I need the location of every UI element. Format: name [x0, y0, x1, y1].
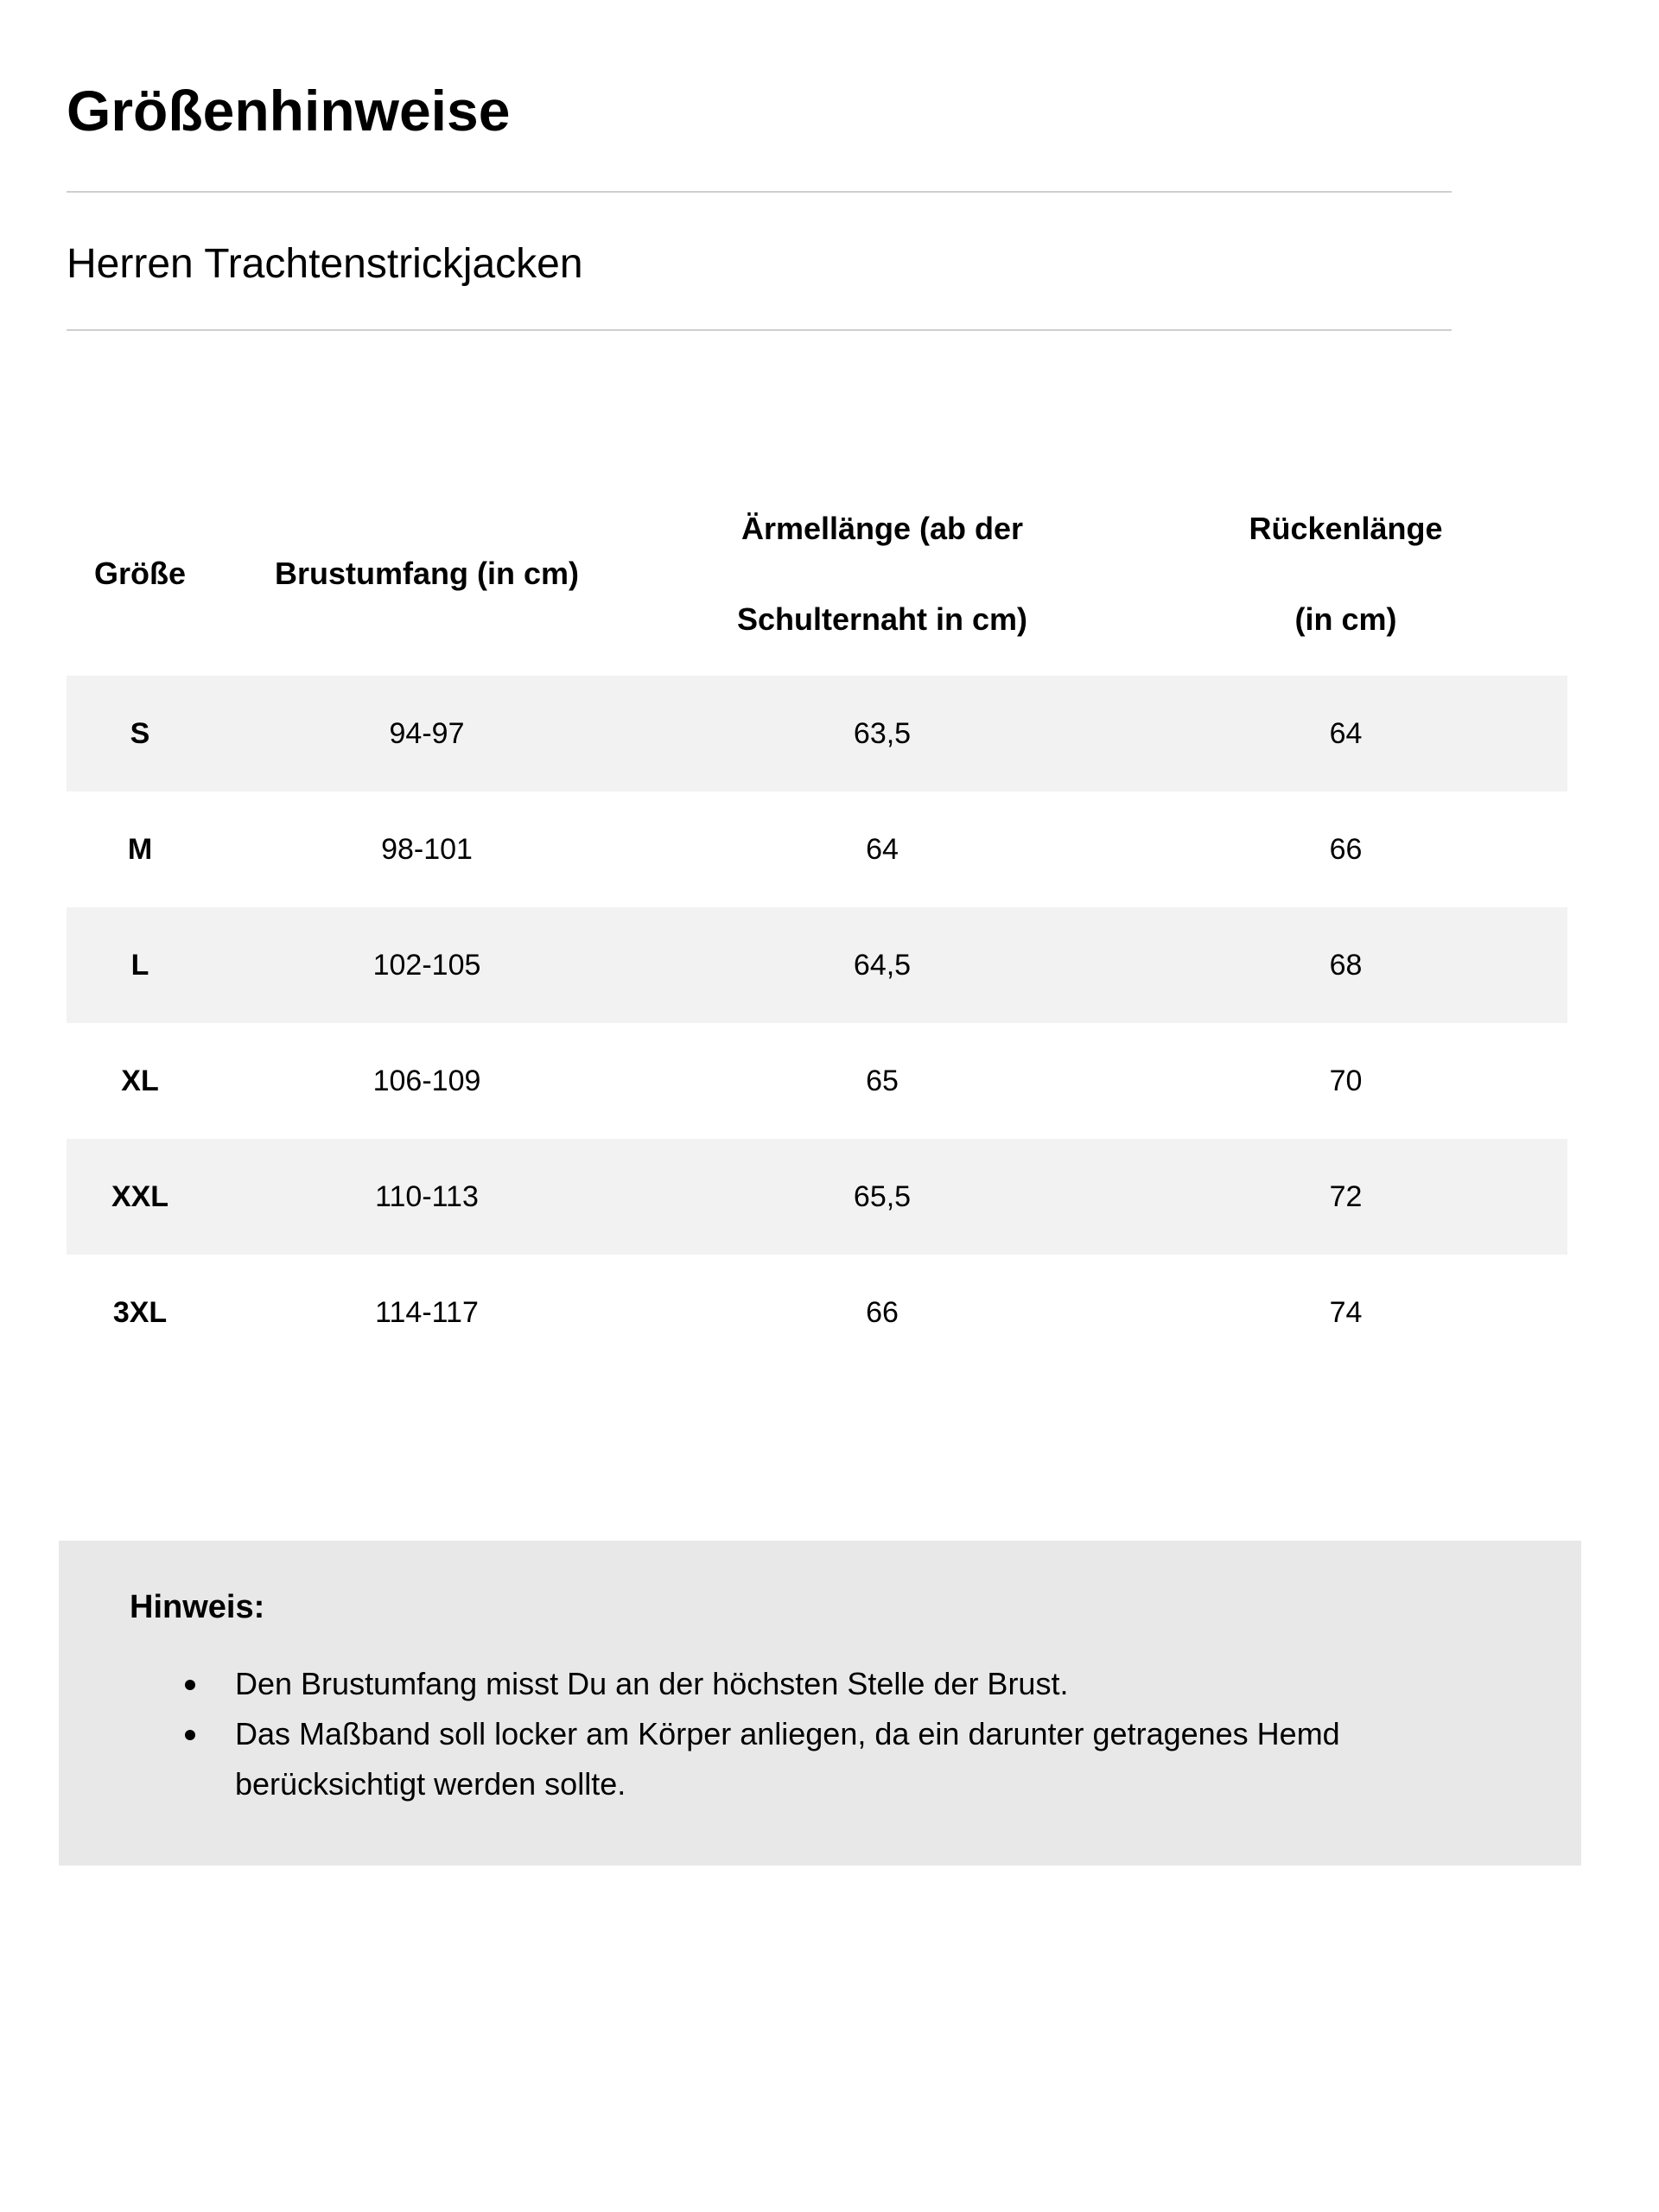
back-cell: 74	[1329, 1295, 1363, 1329]
sleeve-cell: 64,5	[640, 907, 1124, 1023]
divider	[67, 191, 1452, 193]
sleeve-cell: 65,5	[640, 1139, 1124, 1255]
header-back-length: Rückenlänge (in cm)	[1249, 510, 1443, 637]
size-cell: XL	[121, 1064, 159, 1097]
bullet-icon	[185, 1730, 195, 1740]
table-row	[67, 1139, 1567, 1255]
header-chest: Brustumfang (in cm)	[274, 556, 579, 591]
header-sleeve-length: Ärmellänge (ab der Schulternaht in cm)	[736, 510, 1028, 637]
table-row	[67, 1255, 1567, 1370]
back-cell: 66	[1329, 832, 1363, 866]
size-cell: 3XL	[112, 1295, 168, 1329]
size-cell: L	[67, 907, 213, 1023]
sleeve-cell: 66	[866, 1295, 899, 1329]
note-box	[59, 1541, 1581, 1866]
size-table-header	[67, 471, 1567, 676]
note-title: Hinweis:	[130, 1589, 265, 1625]
table-row	[67, 907, 1567, 1023]
page-subtitle: Herren Trachtenstrickjacken	[67, 241, 583, 287]
chest-cell: 94-97	[213, 676, 640, 791]
size-table	[67, 471, 1567, 1370]
sleeve-cell: 63,5	[640, 676, 1124, 791]
page-title: Größenhinweise	[67, 79, 511, 143]
back-cell: 72	[1124, 1139, 1567, 1255]
sleeve-cell: 64	[866, 832, 899, 866]
back-cell: 64	[1124, 676, 1567, 791]
size-cell: M	[127, 832, 153, 866]
note-list	[130, 1659, 1581, 1809]
divider	[67, 329, 1452, 331]
chest-cell: 98-101	[381, 832, 473, 866]
table-row	[67, 1023, 1567, 1139]
list-item	[130, 1659, 1581, 1709]
sleeve-cell: 65	[866, 1064, 899, 1097]
note-text: Den Brustumfang misst Du an der höchsten Stelle der Brust.	[235, 1665, 1069, 1701]
chest-cell: 106-109	[372, 1064, 481, 1097]
chest-cell: 114-117	[375, 1295, 479, 1329]
header-row	[67, 471, 1567, 676]
header-size: Größe	[93, 556, 186, 591]
chest-cell: 102-105	[213, 907, 640, 1023]
back-cell: 70	[1329, 1064, 1363, 1097]
bullet-icon	[185, 1680, 195, 1690]
size-cell: XXL	[67, 1139, 213, 1255]
list-item	[130, 1709, 1581, 1809]
note-text: Das Maßband soll locker am Körper anliegen, da ein darunter getragenes Hemd berücksichtigt werden sollte.	[235, 1715, 1340, 1802]
table-row	[67, 791, 1567, 907]
chest-cell: 110-113	[213, 1139, 640, 1255]
size-cell: S	[67, 676, 213, 791]
table-row	[67, 676, 1567, 791]
back-cell: 68	[1124, 907, 1567, 1023]
